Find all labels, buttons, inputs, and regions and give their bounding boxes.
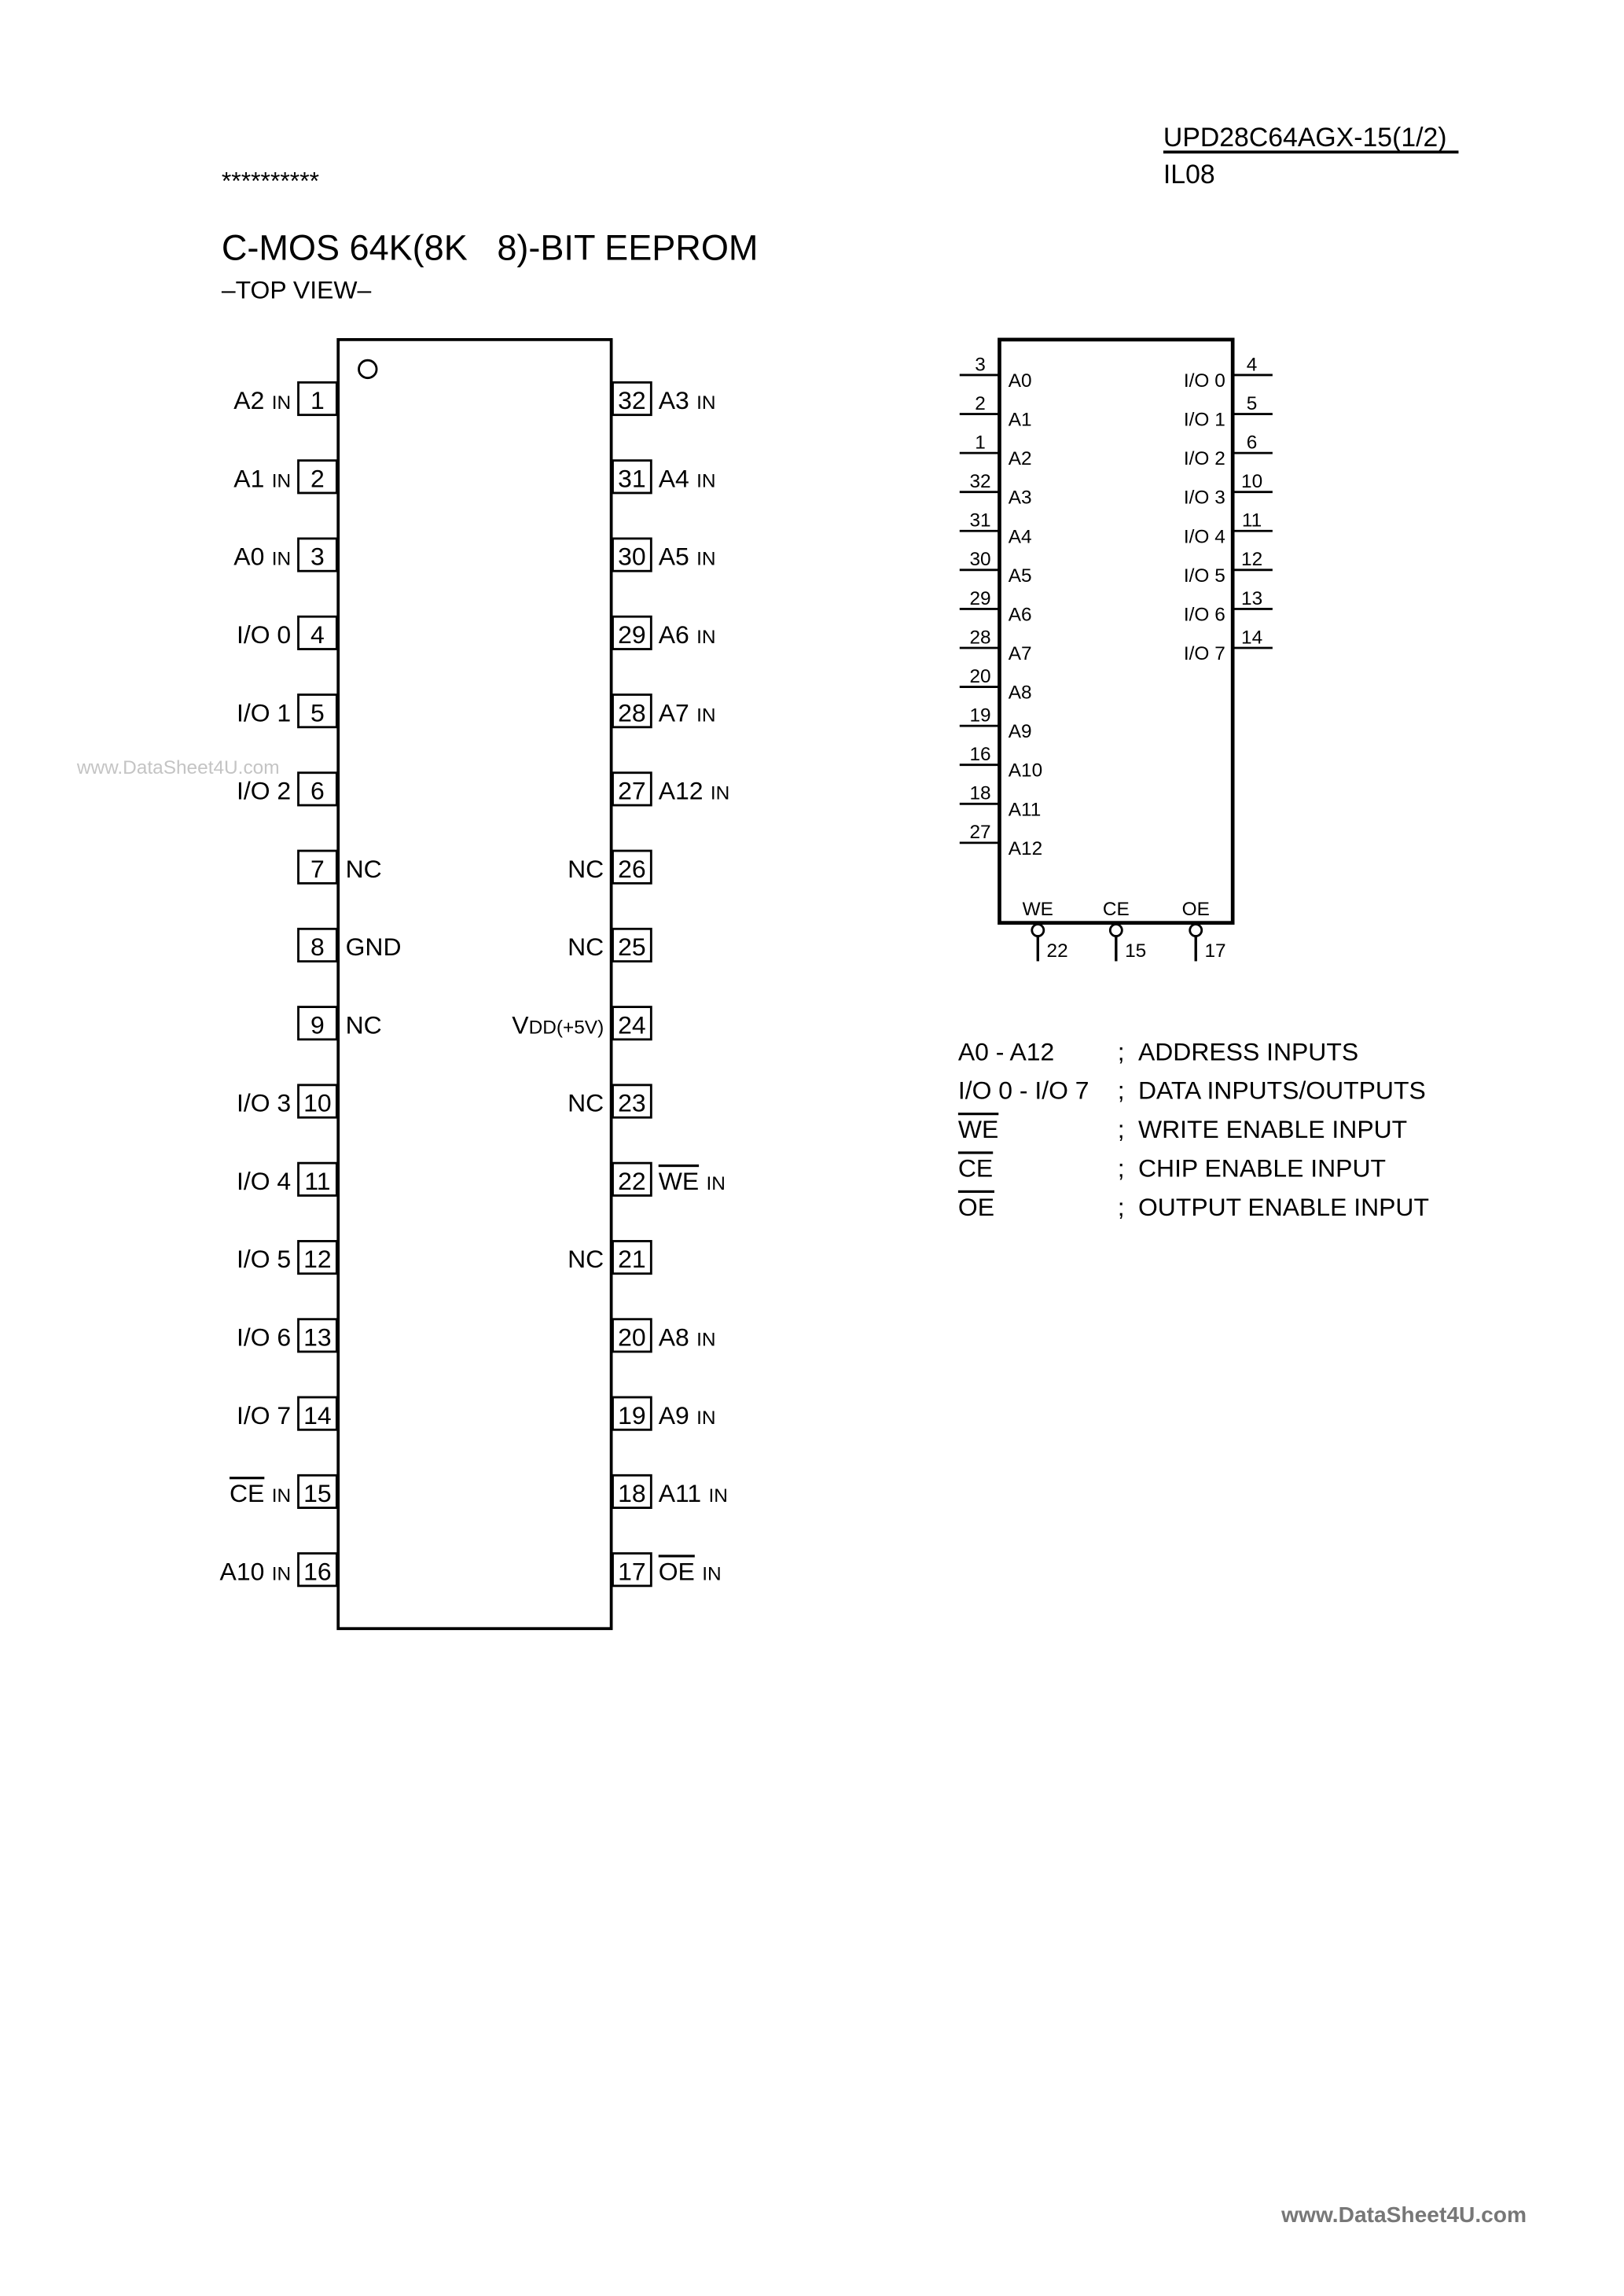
pin-label (346, 1010, 382, 1039)
pin-name: I/O 7 (1183, 643, 1225, 665)
pin-name: A3 (658, 386, 689, 415)
pin-number: 19 (618, 1400, 646, 1429)
pin-name: A10 (1008, 760, 1043, 782)
logic-pin-28 (960, 627, 1032, 664)
pin-name: A1 (1008, 409, 1032, 431)
pin-number: 9 (310, 1010, 325, 1039)
pin-name: A0 (1008, 370, 1032, 392)
pin-name: OE (1181, 899, 1210, 921)
logic-pin-29 (960, 588, 1032, 626)
logic-symbol (960, 340, 1273, 962)
legend-description: ADDRESS INPUTS (1137, 1037, 1359, 1066)
pin-number: 18 (618, 1479, 646, 1508)
pin-name: I/O 2 (1183, 448, 1225, 470)
pin-number: 8 (310, 933, 325, 962)
doc-code: IL08 (1163, 159, 1215, 189)
pin-number: 4 (310, 620, 325, 649)
pin-6 (237, 773, 336, 805)
logic-pin-20 (960, 666, 1032, 704)
pin-name: A4 (658, 464, 689, 493)
logic-pin-11 (1184, 510, 1273, 548)
pin-direction: IN (271, 548, 292, 570)
pin-label (237, 1245, 291, 1273)
pin-label (237, 1089, 291, 1117)
pin-label (512, 1010, 604, 1039)
pin-14 (237, 1397, 336, 1429)
logic-pin-14 (1184, 627, 1273, 664)
chip-body (338, 340, 611, 1628)
pin-name: NC (345, 854, 382, 883)
pin-name: A8 (658, 1323, 689, 1352)
pin-name: WE (658, 1166, 700, 1195)
pin-31 (612, 461, 715, 493)
pin-26 (568, 851, 651, 883)
legend-term: I/O 0 - I/O 7 (957, 1076, 1089, 1105)
pin-name: A12 (658, 776, 704, 805)
pin-number: 4 (1246, 354, 1258, 376)
pin-27 (612, 773, 729, 805)
pin-20 (612, 1319, 715, 1352)
pin-number: 5 (1246, 392, 1258, 414)
dip-package-diagram (220, 340, 730, 1628)
logic-pin-13 (1184, 588, 1273, 626)
pin-label (233, 464, 291, 492)
pin-number: 28 (969, 627, 991, 649)
footer-link: www.DataSheet4U.com (1281, 2202, 1527, 2228)
pin-label (346, 855, 382, 883)
pin-24 (512, 1007, 651, 1039)
pin-name: I/O 0 (236, 620, 292, 649)
legend-row (958, 1115, 1407, 1143)
pin-direction: IN (696, 705, 716, 727)
pin-number: 31 (618, 464, 646, 493)
pin-number: 15 (303, 1479, 332, 1508)
pin-direction: IN (696, 470, 716, 492)
subtitle: –TOP VIEW– (221, 275, 372, 304)
pin-19 (612, 1397, 715, 1429)
pin-label (237, 777, 291, 805)
pin-number: 17 (618, 1557, 646, 1586)
pin-number: 31 (969, 510, 991, 532)
logic-pin-3 (960, 354, 1032, 392)
pin-name: I/O 4 (1183, 526, 1225, 548)
pin-name: A6 (658, 620, 689, 649)
pin-direction: IN (271, 1563, 292, 1585)
pin-number: 11 (1241, 510, 1262, 532)
legend-row (958, 1193, 1429, 1221)
pin-16 (220, 1554, 337, 1586)
pin-number: 29 (969, 587, 991, 609)
pin-number: 15 (1125, 940, 1147, 962)
legend-row (958, 1037, 1358, 1065)
pin-12 (237, 1241, 336, 1273)
pin-number: 23 (618, 1088, 646, 1117)
pin-label (237, 1323, 291, 1352)
pin-direction: IN (271, 1485, 292, 1507)
pin-number: 27 (618, 776, 646, 805)
pin-direction: IN (271, 470, 292, 492)
legend-term: CE (957, 1154, 994, 1183)
pin-number: 6 (1246, 432, 1258, 454)
pin-25 (568, 929, 651, 961)
pin-label (659, 698, 716, 727)
legend-term: WE (957, 1115, 999, 1144)
pin-21 (568, 1241, 651, 1273)
pin-name: A9 (658, 1400, 689, 1429)
pin-number: 17 (1204, 940, 1226, 962)
pin-direction: IN (696, 1407, 716, 1429)
pin-name: I/O 7 (236, 1400, 292, 1429)
pin-name: A3 (1008, 487, 1032, 509)
pin-number: 5 (310, 698, 325, 727)
pin-number: 32 (618, 386, 646, 415)
pin-number: 13 (303, 1323, 332, 1352)
pin-name: A0 (233, 542, 265, 571)
pin-number: 2 (975, 392, 986, 414)
pin-name: A6 (1008, 604, 1032, 626)
logic-pin-5 (1184, 393, 1273, 431)
logic-pin-32 (960, 471, 1032, 509)
pin-11 (237, 1163, 336, 1195)
pin-label (220, 1557, 292, 1585)
pin-label (237, 1167, 291, 1195)
legend-term: OE (957, 1192, 995, 1221)
pin-name: I/O 4 (236, 1166, 292, 1195)
logic-pin-19 (960, 705, 1032, 742)
pin-name: I/O 5 (1183, 565, 1225, 587)
logic-pin-15 (1103, 899, 1146, 962)
pin-32 (612, 382, 715, 414)
logic-pin-2 (960, 393, 1032, 431)
pin-label (659, 620, 716, 649)
pin1-marker (359, 360, 377, 378)
logic-pin-1 (960, 432, 1032, 469)
pin-number: 26 (618, 854, 646, 883)
pin-label (568, 1245, 604, 1273)
pin-direction: IN (696, 626, 716, 648)
pin-label (659, 543, 716, 571)
pin-name: I/O 6 (236, 1323, 292, 1352)
pin-label (659, 1401, 716, 1429)
legend-description: CHIP ENABLE INPUT (1137, 1154, 1387, 1183)
pin-number: 25 (618, 933, 646, 962)
pin-number: 30 (618, 542, 646, 571)
pin-name: A5 (658, 542, 689, 571)
logic-pin-12 (1184, 549, 1273, 587)
pin-name: A4 (1008, 526, 1032, 548)
pin-direction: IN (696, 548, 716, 570)
pin-15 (230, 1475, 336, 1507)
pin-label (230, 1479, 291, 1507)
pin-number: 16 (969, 744, 991, 766)
pin-number: 22 (618, 1166, 646, 1195)
pin-name: OE (658, 1557, 695, 1586)
pin-name: NC (345, 1010, 382, 1039)
legend-description: DATA INPUTS/OUTPUTS (1137, 1076, 1426, 1105)
pin-number: 19 (969, 705, 991, 727)
pin-number: 22 (1046, 940, 1068, 962)
pin-number: 1 (310, 386, 325, 415)
part-number: UPD28C64AGX-15(1/2) (1163, 122, 1447, 153)
legend-separator: ; (1117, 1037, 1125, 1066)
pin-label (568, 1089, 604, 1117)
pin-direction: IN (696, 392, 716, 414)
pin-number: 6 (310, 776, 325, 805)
pin-label (346, 933, 402, 961)
pin-8 (299, 929, 402, 961)
pin-name: I/O 3 (1183, 487, 1225, 509)
pin-18 (612, 1475, 727, 1507)
pin-number: 12 (303, 1245, 332, 1274)
pin-label (659, 1167, 726, 1195)
pin-name: NC (568, 933, 604, 962)
pin-name: A7 (1008, 643, 1032, 665)
legend-description: WRITE ENABLE INPUT (1137, 1115, 1408, 1144)
inverter-bubble (1110, 925, 1122, 936)
pin-22 (612, 1163, 725, 1195)
pin-number: 21 (618, 1245, 646, 1274)
legend-separator: ; (1117, 1154, 1125, 1183)
logic-pin-17 (1182, 899, 1226, 962)
pin-direction: IN (702, 1563, 722, 1585)
pin-name: A9 (1008, 721, 1032, 743)
pin-1 (233, 382, 336, 414)
pin-name: A2 (233, 386, 265, 415)
pin-4 (237, 616, 336, 649)
pin-direction: IN (271, 392, 292, 414)
pin-direction: IN (710, 782, 730, 804)
pin-direction: IN (706, 1172, 726, 1194)
pin-direction: IN (708, 1485, 728, 1507)
pin-label (659, 777, 730, 805)
pin-name: I/O 3 (236, 1088, 292, 1117)
inverter-bubble (1032, 925, 1044, 936)
pin-label (233, 386, 291, 414)
pin-name: I/O 2 (236, 776, 292, 805)
logic-pin-4 (1184, 354, 1273, 392)
pin-label (237, 620, 291, 649)
pin-2 (233, 461, 336, 493)
pin-number: 18 (969, 782, 991, 804)
pin-name: A12 (1008, 837, 1043, 859)
pin-number: 29 (618, 620, 646, 649)
pin-legend (958, 1037, 1429, 1221)
pin-label (237, 1401, 291, 1429)
pin-number: 14 (303, 1400, 332, 1429)
pin-28 (612, 694, 715, 727)
pin-name: V (512, 1010, 529, 1039)
legend-separator: ; (1117, 1076, 1125, 1105)
pin-number: 12 (1241, 549, 1263, 571)
pin-30 (612, 539, 715, 571)
pin-29 (612, 616, 715, 649)
pin-name: A1 (233, 464, 265, 493)
pin-number: 10 (303, 1088, 332, 1117)
pin-10 (237, 1085, 336, 1117)
pin-number: 20 (618, 1323, 646, 1352)
pin-label (233, 543, 291, 571)
pin-number: 30 (969, 549, 991, 571)
pin-direction: IN (696, 1329, 716, 1351)
pin-name: I/O 0 (1183, 370, 1225, 392)
pin-number: 1 (975, 432, 986, 454)
pin-name: A5 (1008, 565, 1032, 587)
page-title: C-MOS 64K(8K 8)-BIT EEPROM (221, 227, 759, 268)
pin-number: 20 (969, 665, 991, 687)
pin-name: I/O 1 (1183, 409, 1225, 431)
pin-number: 14 (1241, 627, 1263, 649)
pin-name: CE (230, 1479, 265, 1508)
pin-label (659, 1323, 716, 1352)
pin-name: NC (568, 1245, 604, 1274)
pin-name: A7 (658, 698, 689, 727)
pin-5 (237, 694, 336, 727)
pin-number: 24 (618, 1010, 646, 1039)
pin-label (568, 933, 604, 961)
logic-pin-10 (1184, 471, 1273, 509)
pin-23 (568, 1085, 651, 1117)
pin-label (568, 855, 604, 883)
stars: ********** (221, 166, 320, 195)
watermark: www.DataSheet4U.com (76, 756, 280, 778)
pin-name: A11 (658, 1479, 702, 1508)
pin-name: CE (1102, 899, 1130, 921)
legend-row (958, 1154, 1386, 1182)
pin-name-sub: DD(+5V) (528, 1017, 604, 1039)
pin-number: 13 (1241, 587, 1263, 609)
pin-13 (237, 1319, 336, 1352)
legend-row (958, 1076, 1426, 1105)
pin-number: 11 (304, 1166, 331, 1195)
pin-name: NC (568, 1088, 604, 1117)
logic-pin-22 (1023, 899, 1068, 962)
pin-number: 2 (310, 464, 325, 493)
pin-name: A11 (1008, 799, 1042, 821)
pin-name: I/O 1 (236, 698, 292, 727)
legend-separator: ; (1117, 1115, 1125, 1144)
pin-9 (299, 1007, 382, 1039)
pin-label (659, 464, 716, 492)
pin-name: WE (1022, 899, 1053, 921)
pin-label (659, 1557, 722, 1585)
legend-description: OUTPUT ENABLE INPUT (1137, 1192, 1429, 1221)
pin-7 (299, 851, 382, 883)
pin-name: A2 (1008, 448, 1032, 470)
legend-term: A0 - A12 (957, 1037, 1055, 1066)
pin-number: 32 (969, 471, 991, 493)
pin-label (237, 698, 291, 727)
pin-name: NC (568, 854, 604, 883)
pin-number: 3 (975, 354, 986, 376)
pin-number: 28 (618, 698, 646, 727)
pin-label (659, 1479, 728, 1507)
pin-name: I/O 6 (1183, 604, 1225, 626)
pin-3 (233, 539, 336, 571)
pin-number: 27 (969, 822, 991, 844)
pin-number: 16 (303, 1557, 332, 1586)
pin-number: 10 (1241, 471, 1263, 493)
pin-label (659, 386, 716, 414)
inverter-bubble (1190, 925, 1202, 936)
pin-17 (612, 1554, 721, 1586)
pin-name: I/O 5 (236, 1245, 292, 1274)
logic-pin-31 (960, 510, 1032, 548)
pin-number: 3 (310, 542, 325, 571)
pin-number: 7 (310, 854, 325, 883)
pin-name: GND (345, 933, 402, 962)
legend-separator: ; (1117, 1192, 1125, 1221)
pin-name: A10 (219, 1557, 265, 1586)
pin-name: A8 (1008, 682, 1032, 704)
logic-pin-6 (1184, 432, 1273, 469)
logic-pin-30 (960, 549, 1032, 587)
